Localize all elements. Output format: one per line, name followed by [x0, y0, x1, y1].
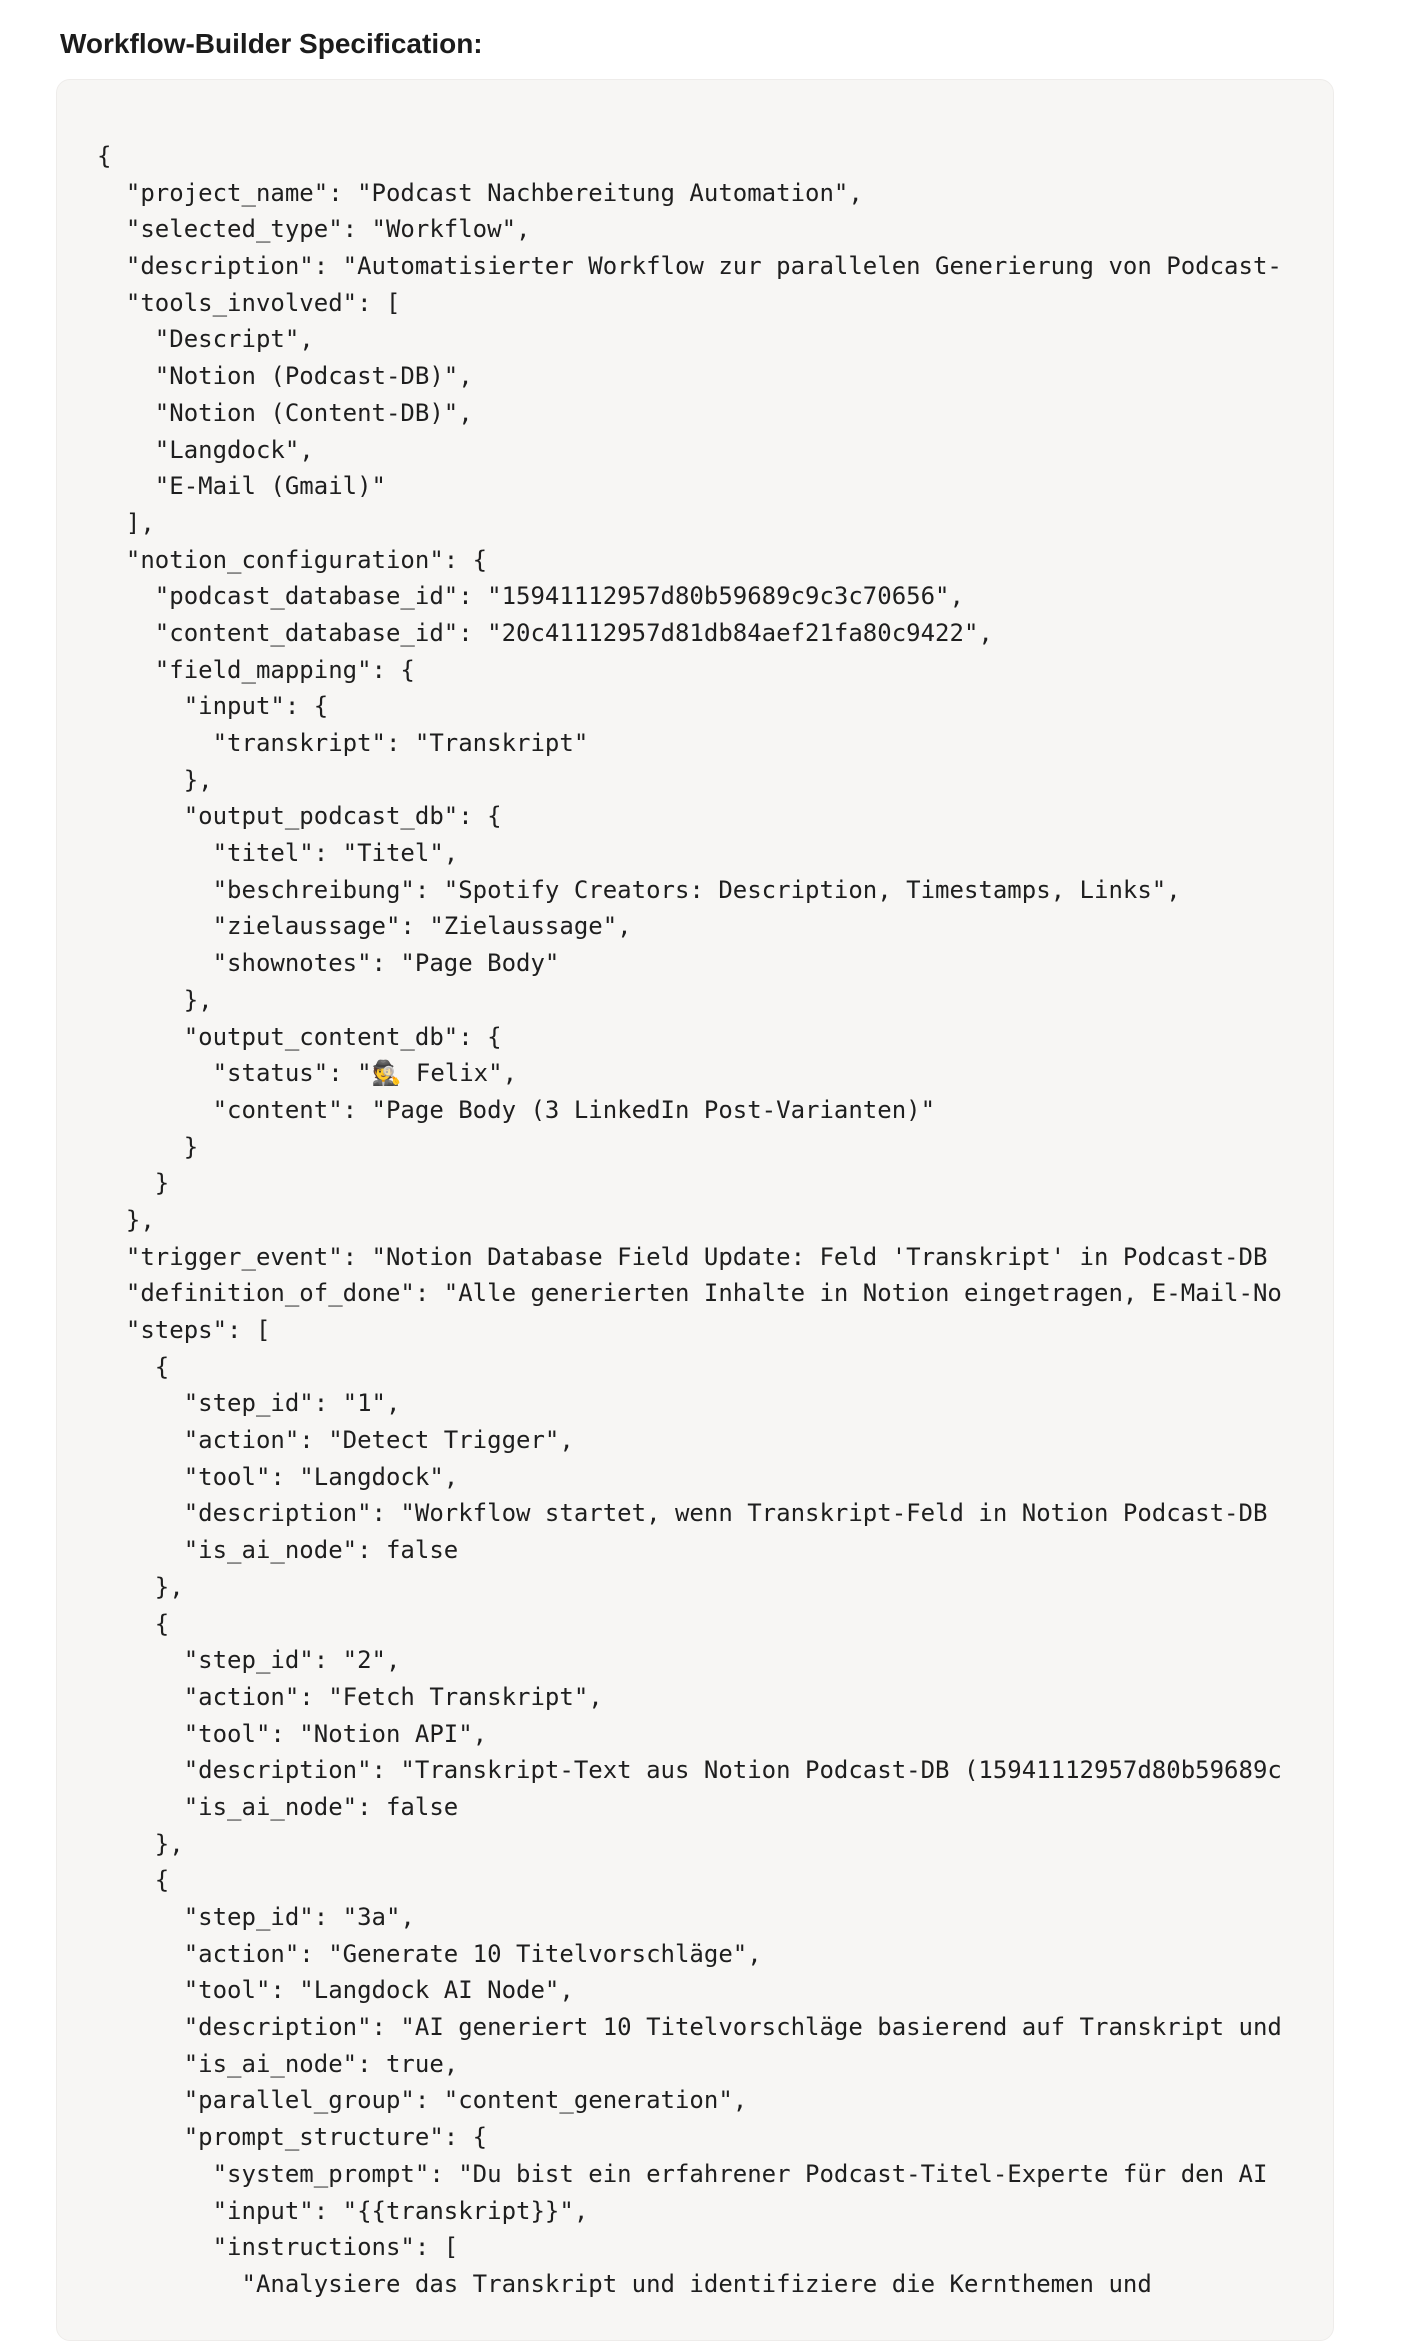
code-line: "field_mapping": { [97, 655, 415, 684]
code-line: "status": "🕵 Felix", [97, 1059, 518, 1088]
code-line: "system_prompt": "Du bist ein erfahrener Podcast-Titel-Experte für den AI [97, 2159, 1268, 2188]
code-line: }, [97, 1205, 155, 1234]
code-line: "is_ai_node": true, [97, 2049, 459, 2078]
code-line: "description": "AI generiert 10 Titelvorschläge basierend auf Transkript und [97, 2013, 1282, 2042]
code-line: "tool": "Langdock AI Node", [97, 1976, 574, 2005]
code-line: "transkript": "Transkript" [97, 729, 589, 757]
code-line: "step_id": "1", [97, 1389, 401, 1418]
code-line: "project_name": "Podcast Nachbereitung Automation", [97, 178, 863, 207]
code-line: "Notion (Content-DB)", [97, 398, 473, 427]
code-line: { [97, 1866, 170, 1895]
code-line: } [97, 1132, 199, 1161]
code-line: "definition_of_done": "Alle generierten Inhalte in Notion eingetragen, E-Mail-No [97, 1279, 1282, 1308]
code-line: "action": "Detect Trigger", [97, 1426, 574, 1455]
code-block[interactable] [56, 79, 1334, 2341]
code-line: { [97, 142, 112, 170]
code-line: "parallel_group": "content_generation", [97, 2086, 748, 2115]
code-line: { [97, 1352, 170, 1381]
code-content [97, 138, 1293, 2340]
code-line: "content_database_id": "20c41112957d81db84aef21fa80c9422", [97, 618, 993, 647]
code-line: "output_content_db": { [97, 1022, 502, 1051]
code-line: "is_ai_node": false [97, 1792, 459, 1821]
code-line: "notion_configuration": { [97, 545, 488, 574]
code-line: "is_ai_node": false [97, 1536, 459, 1565]
page-heading: Workflow-Builder Specification: [60, 28, 483, 59]
code-line: "trigger_event": "Notion Database Field Update: Feld 'Transkript' in Podcast-DB [97, 1242, 1268, 1271]
code-line: "instructions": [ [97, 2233, 459, 2262]
code-line: }, [97, 1829, 184, 1858]
code-line: "Langdock", [97, 435, 314, 464]
code-line: "E-Mail (Gmail)" [97, 472, 386, 501]
code-line: }, [97, 765, 213, 794]
code-line: "podcast_database_id": "15941112957d80b59689c9c3c70656", [97, 582, 964, 611]
code-line: "description": "Workflow startet, wenn Transkript-Feld in Notion Podcast-DB [97, 1499, 1268, 1528]
code-line: "zielaussage": "Zielaussage", [97, 912, 632, 941]
code-line: "description": "Automatisierter Workflow zur parallelen Generierung von Podcast- [97, 252, 1282, 281]
code-line: "shownotes": "Page Body" [97, 949, 560, 978]
code-line: "tool": "Notion API", [97, 1719, 488, 1748]
code-line: }, [97, 1572, 184, 1601]
code-line: "input": { [97, 692, 329, 721]
code-line: }, [97, 985, 213, 1014]
code-line: "output_podcast_db": { [97, 802, 502, 831]
code-line: } [97, 1169, 170, 1198]
code-line: "prompt_structure": { [97, 2123, 488, 2152]
code-line: "titel": "Titel", [97, 839, 459, 868]
code-line: "tool": "Langdock", [97, 1462, 459, 1491]
code-line: "action": "Fetch Transkript", [97, 1682, 603, 1711]
code-line: "Notion (Podcast-DB)", [97, 362, 473, 391]
code-line: "beschreibung": "Spotify Creators: Description, Timestamps, Links", [97, 875, 1181, 904]
code-line: "step_id": "3a", [97, 1903, 415, 1931]
code-line: "step_id": "2", [97, 1646, 401, 1675]
code-line: "selected_type": "Workflow", [97, 215, 531, 244]
code-line: "Analysiere das Transkript und identifiziere die Kernthemen und [97, 2269, 1152, 2298]
code-line: "content": "Page Body (3 LinkedIn Post-Varianten)" [97, 1095, 936, 1124]
code-line: "description": "Transkript-Text aus Notion Podcast-DB (15941112957d80b59689c [97, 1756, 1282, 1785]
code-line: ], [97, 508, 155, 537]
code-line: { [97, 1609, 170, 1638]
code-line: "action": "Generate 10 Titelvorschläge", [97, 1939, 762, 1968]
code-line: "Descript", [97, 325, 314, 354]
code-line: "steps": [ [97, 1316, 271, 1344]
code-line: "input": "{{transkript}}", [97, 2196, 589, 2225]
code-line: "tools_involved": [ [97, 288, 401, 317]
